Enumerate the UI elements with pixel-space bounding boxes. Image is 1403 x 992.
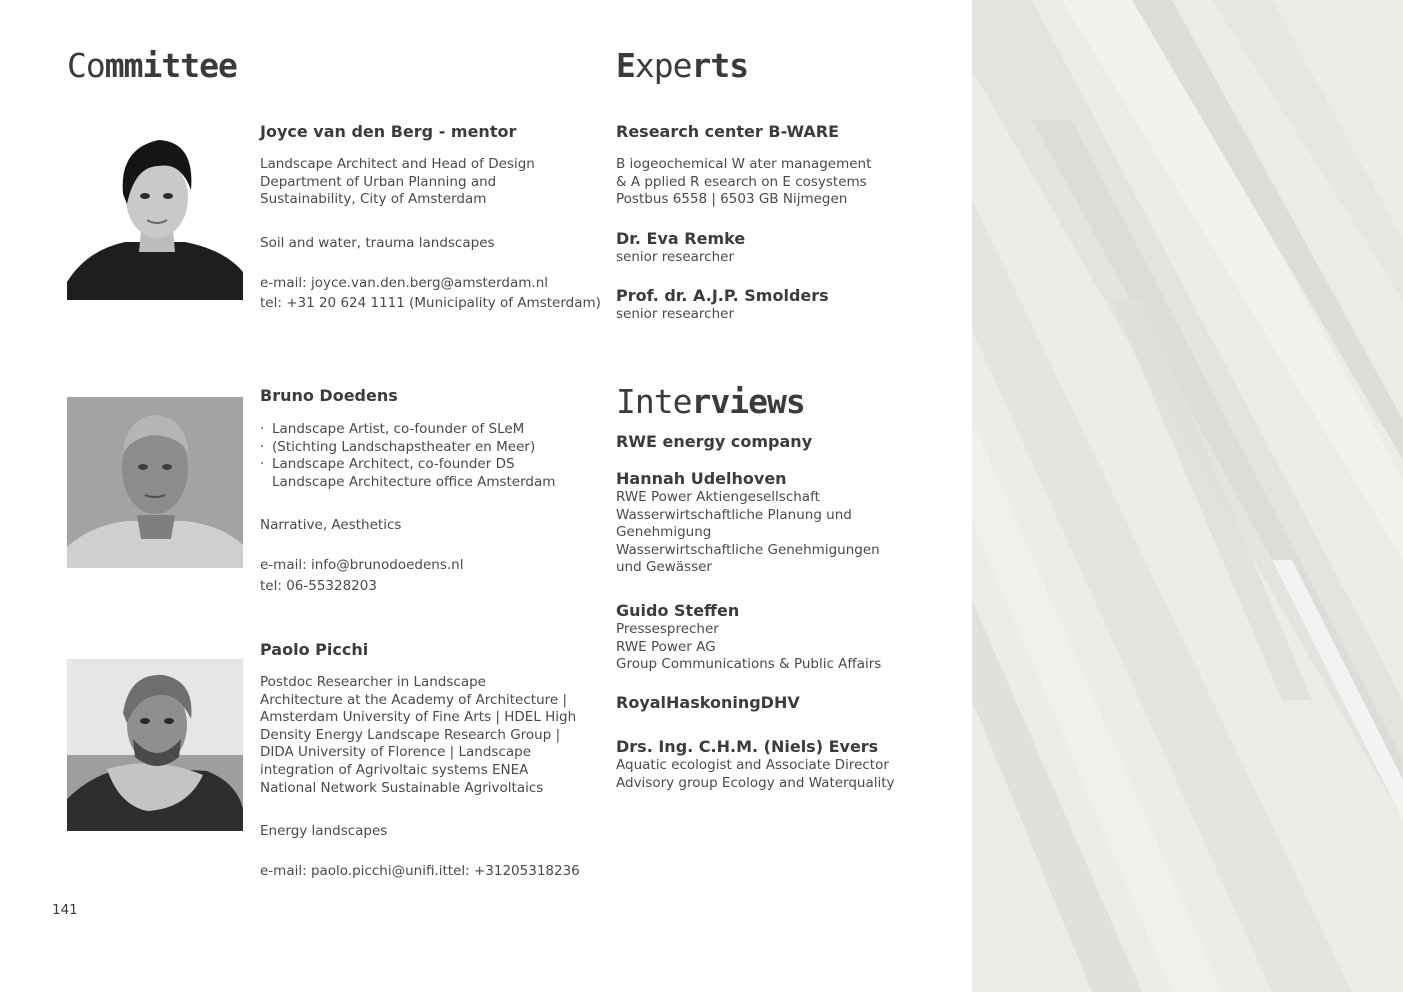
experts-heading: Experts [616,46,749,85]
page-number: 141 [52,902,78,918]
list-item: · Landscape Architect, co-founder DS [260,456,515,473]
list-item: · (Stichting Landschapstheater en Meer) [260,438,536,455]
member-title: Postdoc Researcher in Landscape Architecture at the Academy of Architecture | Amsterdam University of Fine Arts | HDEL High Density Energy Landscape Research Group | DIDA University of Florence | Landscape integration of Agrivoltaic systems ENEA National Network Sustainable Agrivoltaics [260,674,577,796]
interviewee-details: RWE Power Aktiengesellschaft Wasserwirtschaftliche Planung und Genehmigung Wasserwirtschaftliche Genehmigungen und Gewässer [616,489,880,576]
expert-organization-details: B iogeochemical W ater management & A pplied R esearch on E cosystems Postbus 6558 | 6503 GB Nijmegen [616,156,872,208]
interviewee-name: Guido Steffen [616,601,740,620]
interviews-heading: Interviews [616,382,805,421]
member-topics: Soil and water, trauma landscapes [260,235,495,251]
committee-heading [67,46,237,85]
interview-company: RWE energy company [616,432,813,451]
member-name: Paolo Picchi [260,640,369,659]
expert-role: senior researcher [616,306,735,322]
list-item: · Landscape Artist, co-founder of SLeM [260,421,525,437]
decorative-texture-panel [972,0,1403,992]
member-tel: tel: +31 20 624 1111 (Municipality of Amsterdam) [260,295,601,311]
photo-joyce-van-den-berg [67,132,243,300]
committee-heading-bold: mmittee [104,46,237,85]
member-email: e-mail: joyce.van.den.berg@amsterdam.nl [260,275,549,291]
photo-bruno-doedens [67,397,243,568]
member-email: e-mail: info@brunodoedens.nl [260,557,464,573]
member-email: e-mail: paolo.picchi@unifi.ittel: +31205318236 [260,863,580,879]
list-item-continuation: Landscape Architecture office Amsterdam [272,473,556,490]
photo-paolo-picchi [67,659,243,831]
expert-role: senior researcher [616,249,735,265]
expert-name: Dr. Eva Remke [616,229,746,248]
committee-heading-light: Co [67,46,105,85]
interviewee-name: Hannah Udelhoven [616,469,787,488]
member-topics: Energy landscapes [260,823,388,839]
member-title: Landscape Architect and Head of Design Department of Urban Planning and Sustainability, City of Amsterdam [260,156,535,208]
member-name: Joyce van den Berg - mentor [260,122,517,141]
interviewee-details: Aquatic ecologist and Associate Director Advisory group Ecology and Waterquality [616,757,895,791]
member-bullet-list [260,421,555,491]
interviewee-details: Pressesprecher RWE Power AG Group Communications & Public Affairs [616,621,882,673]
expert-name: Prof. dr. A.J.P. Smolders [616,286,829,305]
member-topics: Narrative, Aesthetics [260,517,402,533]
expert-organization: Research center B-WARE [616,122,840,141]
member-tel: tel: 06-55328203 [260,578,377,594]
member-name: Bruno Doedens [260,386,398,405]
interview-company: RoyalHaskoningDHV [616,693,800,712]
interviewee-name: Drs. Ing. C.H.M. (Niels) Evers [616,737,879,756]
